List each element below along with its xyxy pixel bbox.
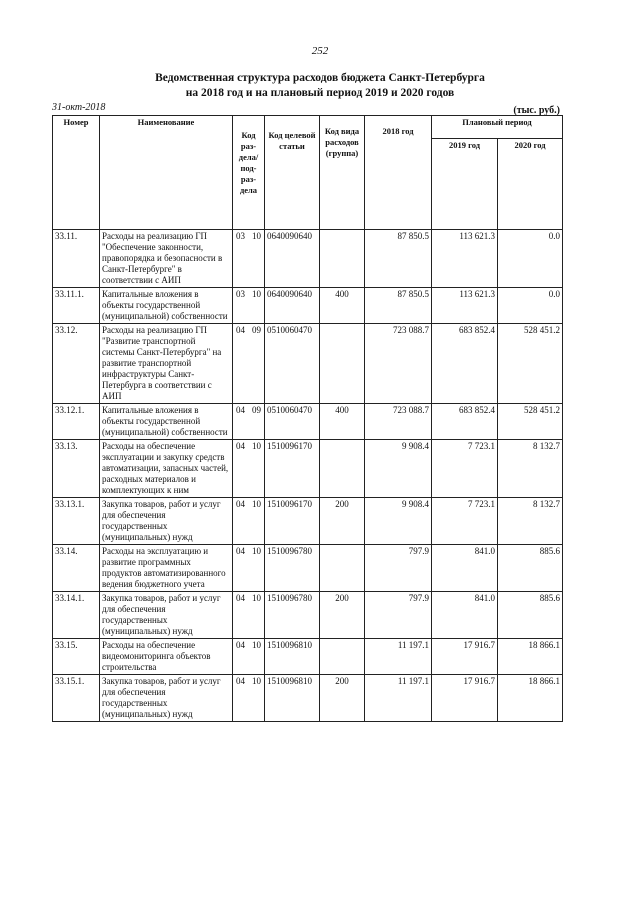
row-target-code: 1510096780 <box>265 592 320 639</box>
row-section-code <box>233 440 265 498</box>
header-name: Наименование <box>100 116 233 230</box>
row-name: Закупка товаров, работ и услуг для обеспечения государственных (муниципальных) нужд <box>100 498 233 545</box>
title-line-1: Ведомственная структура расходов бюджета Санкт-Петербурга <box>155 72 485 84</box>
row-section: 03 <box>236 231 245 241</box>
row-expense-type: 200 <box>320 498 365 545</box>
row-section-code <box>233 288 265 324</box>
row-section: 04 <box>236 676 245 686</box>
row-section: 04 <box>236 441 245 451</box>
document-title <box>0 71 640 101</box>
row-amount-2020: 18 866.1 <box>498 675 563 722</box>
row-section: 04 <box>236 593 245 603</box>
table-row <box>53 545 563 592</box>
row-expense-type <box>320 639 365 675</box>
row-subsection: 10 <box>252 499 261 509</box>
row-target-code: 0510060470 <box>265 404 320 440</box>
table-row <box>53 324 563 404</box>
row-target-code: 0510060470 <box>265 324 320 404</box>
title-line-2: на 2018 год и на плановый период 2019 и 2020 годов <box>185 87 455 99</box>
row-section-code <box>233 498 265 545</box>
row-number: 33.14. <box>53 545 100 592</box>
row-name: Расходы на реализацию ГП "Обеспечение законности, правопорядка и безопасности в Санкт-Петербурге" в соответствии с АИП <box>100 230 233 288</box>
row-subsection: 10 <box>252 676 261 686</box>
row-name: Закупка товаров, работ и услуг для обеспечения государственных (муниципальных) нужд <box>100 675 233 722</box>
row-amount-2020: 885.6 <box>498 545 563 592</box>
header-number: Номер <box>53 116 100 230</box>
row-number: 33.12.1. <box>53 404 100 440</box>
row-section-code <box>233 230 265 288</box>
row-section: 04 <box>236 640 245 650</box>
row-amount-2019: 113 621.3 <box>432 288 498 324</box>
row-name: Закупка товаров, работ и услуг для обеспечения государственных (муниципальных) нужд <box>100 592 233 639</box>
row-amount-2018: 797.9 <box>365 545 432 592</box>
row-subsection: 09 <box>252 405 261 415</box>
row-number: 33.15.1. <box>53 675 100 722</box>
row-section: 04 <box>236 499 245 509</box>
table-row <box>53 498 563 545</box>
row-section-code <box>233 675 265 722</box>
row-amount-2020: 8 132.7 <box>498 498 563 545</box>
row-amount-2020: 528 451.2 <box>498 404 563 440</box>
row-section-code <box>233 324 265 404</box>
table-body <box>53 230 563 722</box>
header-section-code: Код раз- дела/ под- раз- дела <box>233 116 265 230</box>
row-name: Капитальные вложения в объекты государственной (муниципальной) собственности <box>100 288 233 324</box>
row-number: 33.13. <box>53 440 100 498</box>
page-number: 252 <box>311 45 329 57</box>
budget-table <box>52 115 563 722</box>
table-row <box>53 639 563 675</box>
row-section: 04 <box>236 325 245 335</box>
row-amount-2018: 11 197.1 <box>365 675 432 722</box>
units-label: (тыс. руб.) <box>513 105 560 116</box>
row-amount-2020: 8 132.7 <box>498 440 563 498</box>
row-amount-2019: 7 723.1 <box>432 498 498 545</box>
row-amount-2018: 723 088.7 <box>365 404 432 440</box>
row-section-code <box>233 545 265 592</box>
row-section: 04 <box>236 546 245 556</box>
header-2018: 2018 год <box>365 116 432 230</box>
row-target-code: 1510096170 <box>265 440 320 498</box>
row-amount-2019: 683 852.4 <box>432 324 498 404</box>
row-number: 33.11.1. <box>53 288 100 324</box>
row-name: Расходы на обеспечение эксплуатации и закупку средств автоматизации, запасных частей, расходных материалов и комплектующих к ним <box>100 440 233 498</box>
table-row <box>53 592 563 639</box>
row-expense-type: 200 <box>320 592 365 639</box>
row-amount-2020: 885.6 <box>498 592 563 639</box>
table-row <box>53 675 563 722</box>
row-name: Расходы на реализацию ГП "Развитие транспортной системы Санкт-Петербурга" на развитие транспортной инфраструктуры Санкт-Петербурга в соответствии с АИП <box>100 324 233 404</box>
row-amount-2019: 113 621.3 <box>432 230 498 288</box>
row-target-code: 1510096780 <box>265 545 320 592</box>
row-name: Расходы на эксплуатацию и развитие программных продуктов автоматизированного ведения бюджетного учета <box>100 545 233 592</box>
row-section-code <box>233 404 265 440</box>
header-expense-type: Код вида расходов (группа) <box>320 116 365 230</box>
table-row <box>53 404 563 440</box>
row-amount-2020: 18 866.1 <box>498 639 563 675</box>
row-subsection: 10 <box>252 593 261 603</box>
row-subsection: 10 <box>252 289 261 299</box>
row-expense-type <box>320 440 365 498</box>
row-number: 33.13.1. <box>53 498 100 545</box>
row-number: 33.11. <box>53 230 100 288</box>
row-amount-2020: 528 451.2 <box>498 324 563 404</box>
row-target-code: 0640090640 <box>265 288 320 324</box>
row-amount-2018: 87 850.5 <box>365 230 432 288</box>
row-target-code: 0640090640 <box>265 230 320 288</box>
row-target-code: 1510096810 <box>265 639 320 675</box>
row-amount-2019: 841.0 <box>432 592 498 639</box>
row-amount-2019: 841.0 <box>432 545 498 592</box>
document-date: 31-окт-2018 <box>52 102 106 113</box>
row-expense-type <box>320 545 365 592</box>
header-2020: 2020 год <box>498 139 563 230</box>
row-number: 33.12. <box>53 324 100 404</box>
row-amount-2018: 11 197.1 <box>365 639 432 675</box>
row-number: 33.15. <box>53 639 100 675</box>
row-number: 33.14.1. <box>53 592 100 639</box>
table-row <box>53 440 563 498</box>
row-amount-2020: 0.0 <box>498 230 563 288</box>
row-subsection: 10 <box>252 640 261 650</box>
row-expense-type: 400 <box>320 404 365 440</box>
row-section: 03 <box>236 289 245 299</box>
row-section: 04 <box>236 405 245 415</box>
header-2019: 2019 год <box>432 139 498 230</box>
row-expense-type <box>320 230 365 288</box>
row-amount-2020: 0.0 <box>498 288 563 324</box>
table-row <box>53 230 563 288</box>
row-amount-2018: 9 908.4 <box>365 440 432 498</box>
row-target-code: 1510096810 <box>265 675 320 722</box>
row-target-code: 1510096170 <box>265 498 320 545</box>
header-target-code: Код целевой статьи <box>265 116 320 230</box>
row-expense-type <box>320 324 365 404</box>
table-row <box>53 288 563 324</box>
row-amount-2018: 9 908.4 <box>365 498 432 545</box>
row-amount-2019: 683 852.4 <box>432 404 498 440</box>
row-amount-2019: 17 916.7 <box>432 639 498 675</box>
row-subsection: 10 <box>252 546 261 556</box>
row-name: Расходы на обеспечение видеомониторинга объектов строительства <box>100 639 233 675</box>
row-expense-type: 400 <box>320 288 365 324</box>
row-subsection: 10 <box>252 231 261 241</box>
row-name: Капитальные вложения в объекты государственной (муниципальной) собственности <box>100 404 233 440</box>
row-amount-2018: 87 850.5 <box>365 288 432 324</box>
header-row-top <box>53 116 563 139</box>
row-subsection: 10 <box>252 441 261 451</box>
row-subsection: 09 <box>252 325 261 335</box>
row-expense-type: 200 <box>320 675 365 722</box>
row-section-code <box>233 592 265 639</box>
row-amount-2018: 797.9 <box>365 592 432 639</box>
row-amount-2019: 17 916.7 <box>432 675 498 722</box>
row-amount-2018: 723 088.7 <box>365 324 432 404</box>
row-section-code <box>233 639 265 675</box>
row-amount-2019: 7 723.1 <box>432 440 498 498</box>
header-planned-period: Плановый период <box>432 116 563 139</box>
